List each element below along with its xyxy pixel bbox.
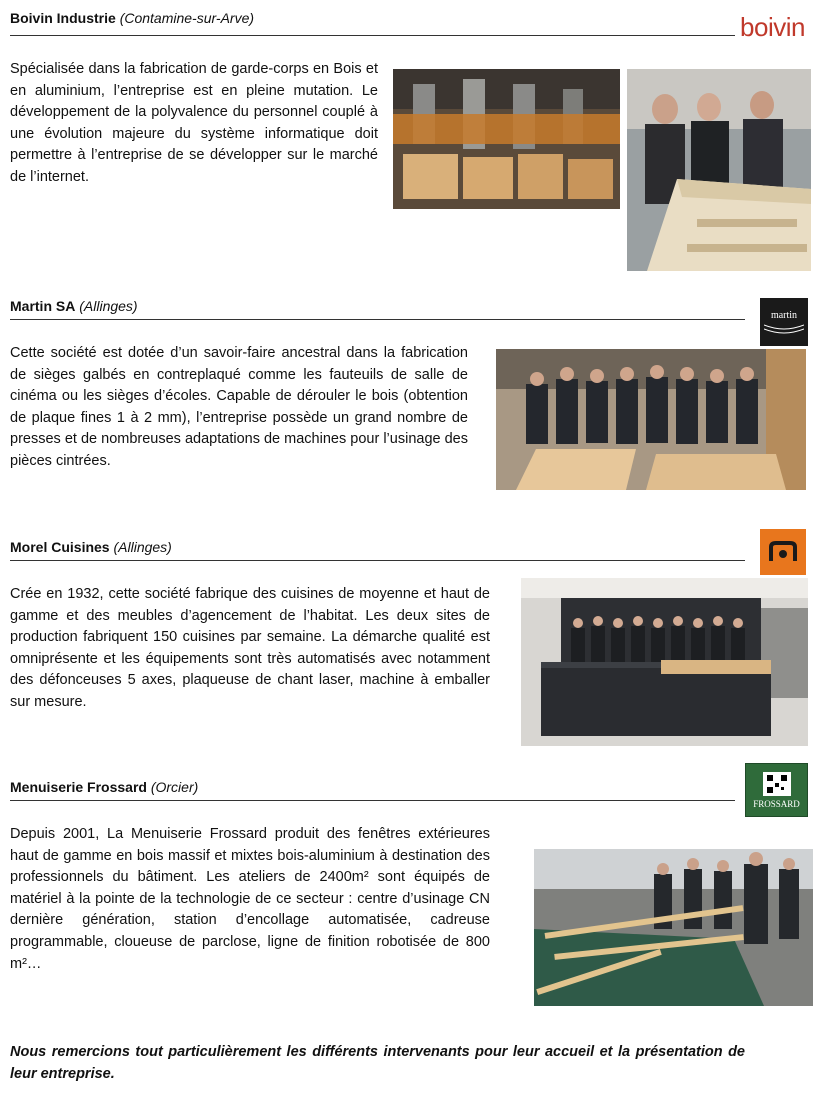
students-wood-photo — [627, 69, 811, 271]
company-description: Crée en 1932, cette société fabrique des cuisines de moyenne et haut de gamme et des meubles d’agencement de l’habitat. Les deux sites de production fabriquent 150 cuisines par semaine. La démarche qualité est omniprésente et les équipements sont très automatisés avec notamment des défonceuses 5 axes, plaqueuse de chant laser, machine à emballer sur mesure. — [10, 586, 490, 710]
group-photo-plywood — [496, 349, 806, 490]
company-name: Boivin Industrie — [10, 10, 116, 26]
section-header-martin — [10, 298, 138, 314]
closing-thanks: Nous remercions tout particulièrement les différents intervenants pour leur accueil et la présentation de leur entreprise. — [10, 1044, 745, 1082]
company-description: Cette société est dotée d’un savoir-faire ancestral dans la fabrication de sièges galbés en contreplaqué comme les fauteuils de salle de cinéma ou les sièges d’écoles. Capable de dérouler le bois (obtention de plaque fines 1 à 2 mm), l’entreprise possède un grand nombre de presses et de nombreuses adaptations de machines pour l’usinage des pièces cintrées. — [10, 345, 468, 469]
frossard-logo: FROSSARD — [745, 763, 808, 817]
company-name: Martin SA — [10, 298, 76, 314]
qr-code-icon — [763, 772, 791, 796]
kitchen-showroom-photo — [521, 578, 808, 746]
section-header-boivin — [10, 10, 254, 26]
company-description: Spécialisée dans la fabrication de garde-corps en Bois et en aluminium, l’entreprise est en pleine mutation. Le développement de la polyvalence du personnel couplé à une évolution majeure du système informatique doit permettre à l’entreprise de se développer sur le marché de l’internet. — [10, 61, 378, 185]
company-name: Menuiserie Frossard — [10, 779, 147, 795]
morel-logo — [760, 529, 806, 575]
section-header-frossard — [10, 779, 198, 795]
header-rule — [10, 35, 735, 36]
company-location: (Allinges) — [79, 298, 138, 314]
header-rule — [10, 800, 735, 801]
company-location: (Contamine-sur-Arve) — [119, 10, 255, 26]
company-name: Morel Cuisines — [10, 539, 110, 555]
company-description: Depuis 2001, La Menuiserie Frossard produit des fenêtres extérieures haut de gamme en bois massif et mixtes bois-aluminium à destination des professionnels du bâtiment. Les ateliers de 2400m² sont équipés de matériel à la pointe de la technologie de ce secteur : centre d’usinage CN dernière génération, station d’encollage automatisée, cadreuse programmable, cloueuse de parclose, ligne de finition robotisée de 800 m²… — [10, 826, 490, 972]
cnc-machine-photo — [393, 69, 620, 209]
company-location: (Orcier) — [150, 779, 199, 795]
company-location: (Allinges) — [113, 539, 172, 555]
workshop-visit-photo — [534, 849, 813, 1006]
section-header-morel — [10, 539, 172, 555]
boivin-logo: boivin — [740, 11, 805, 42]
header-rule — [10, 560, 745, 561]
martin-logo: martin — [760, 298, 808, 346]
header-rule — [10, 319, 745, 320]
